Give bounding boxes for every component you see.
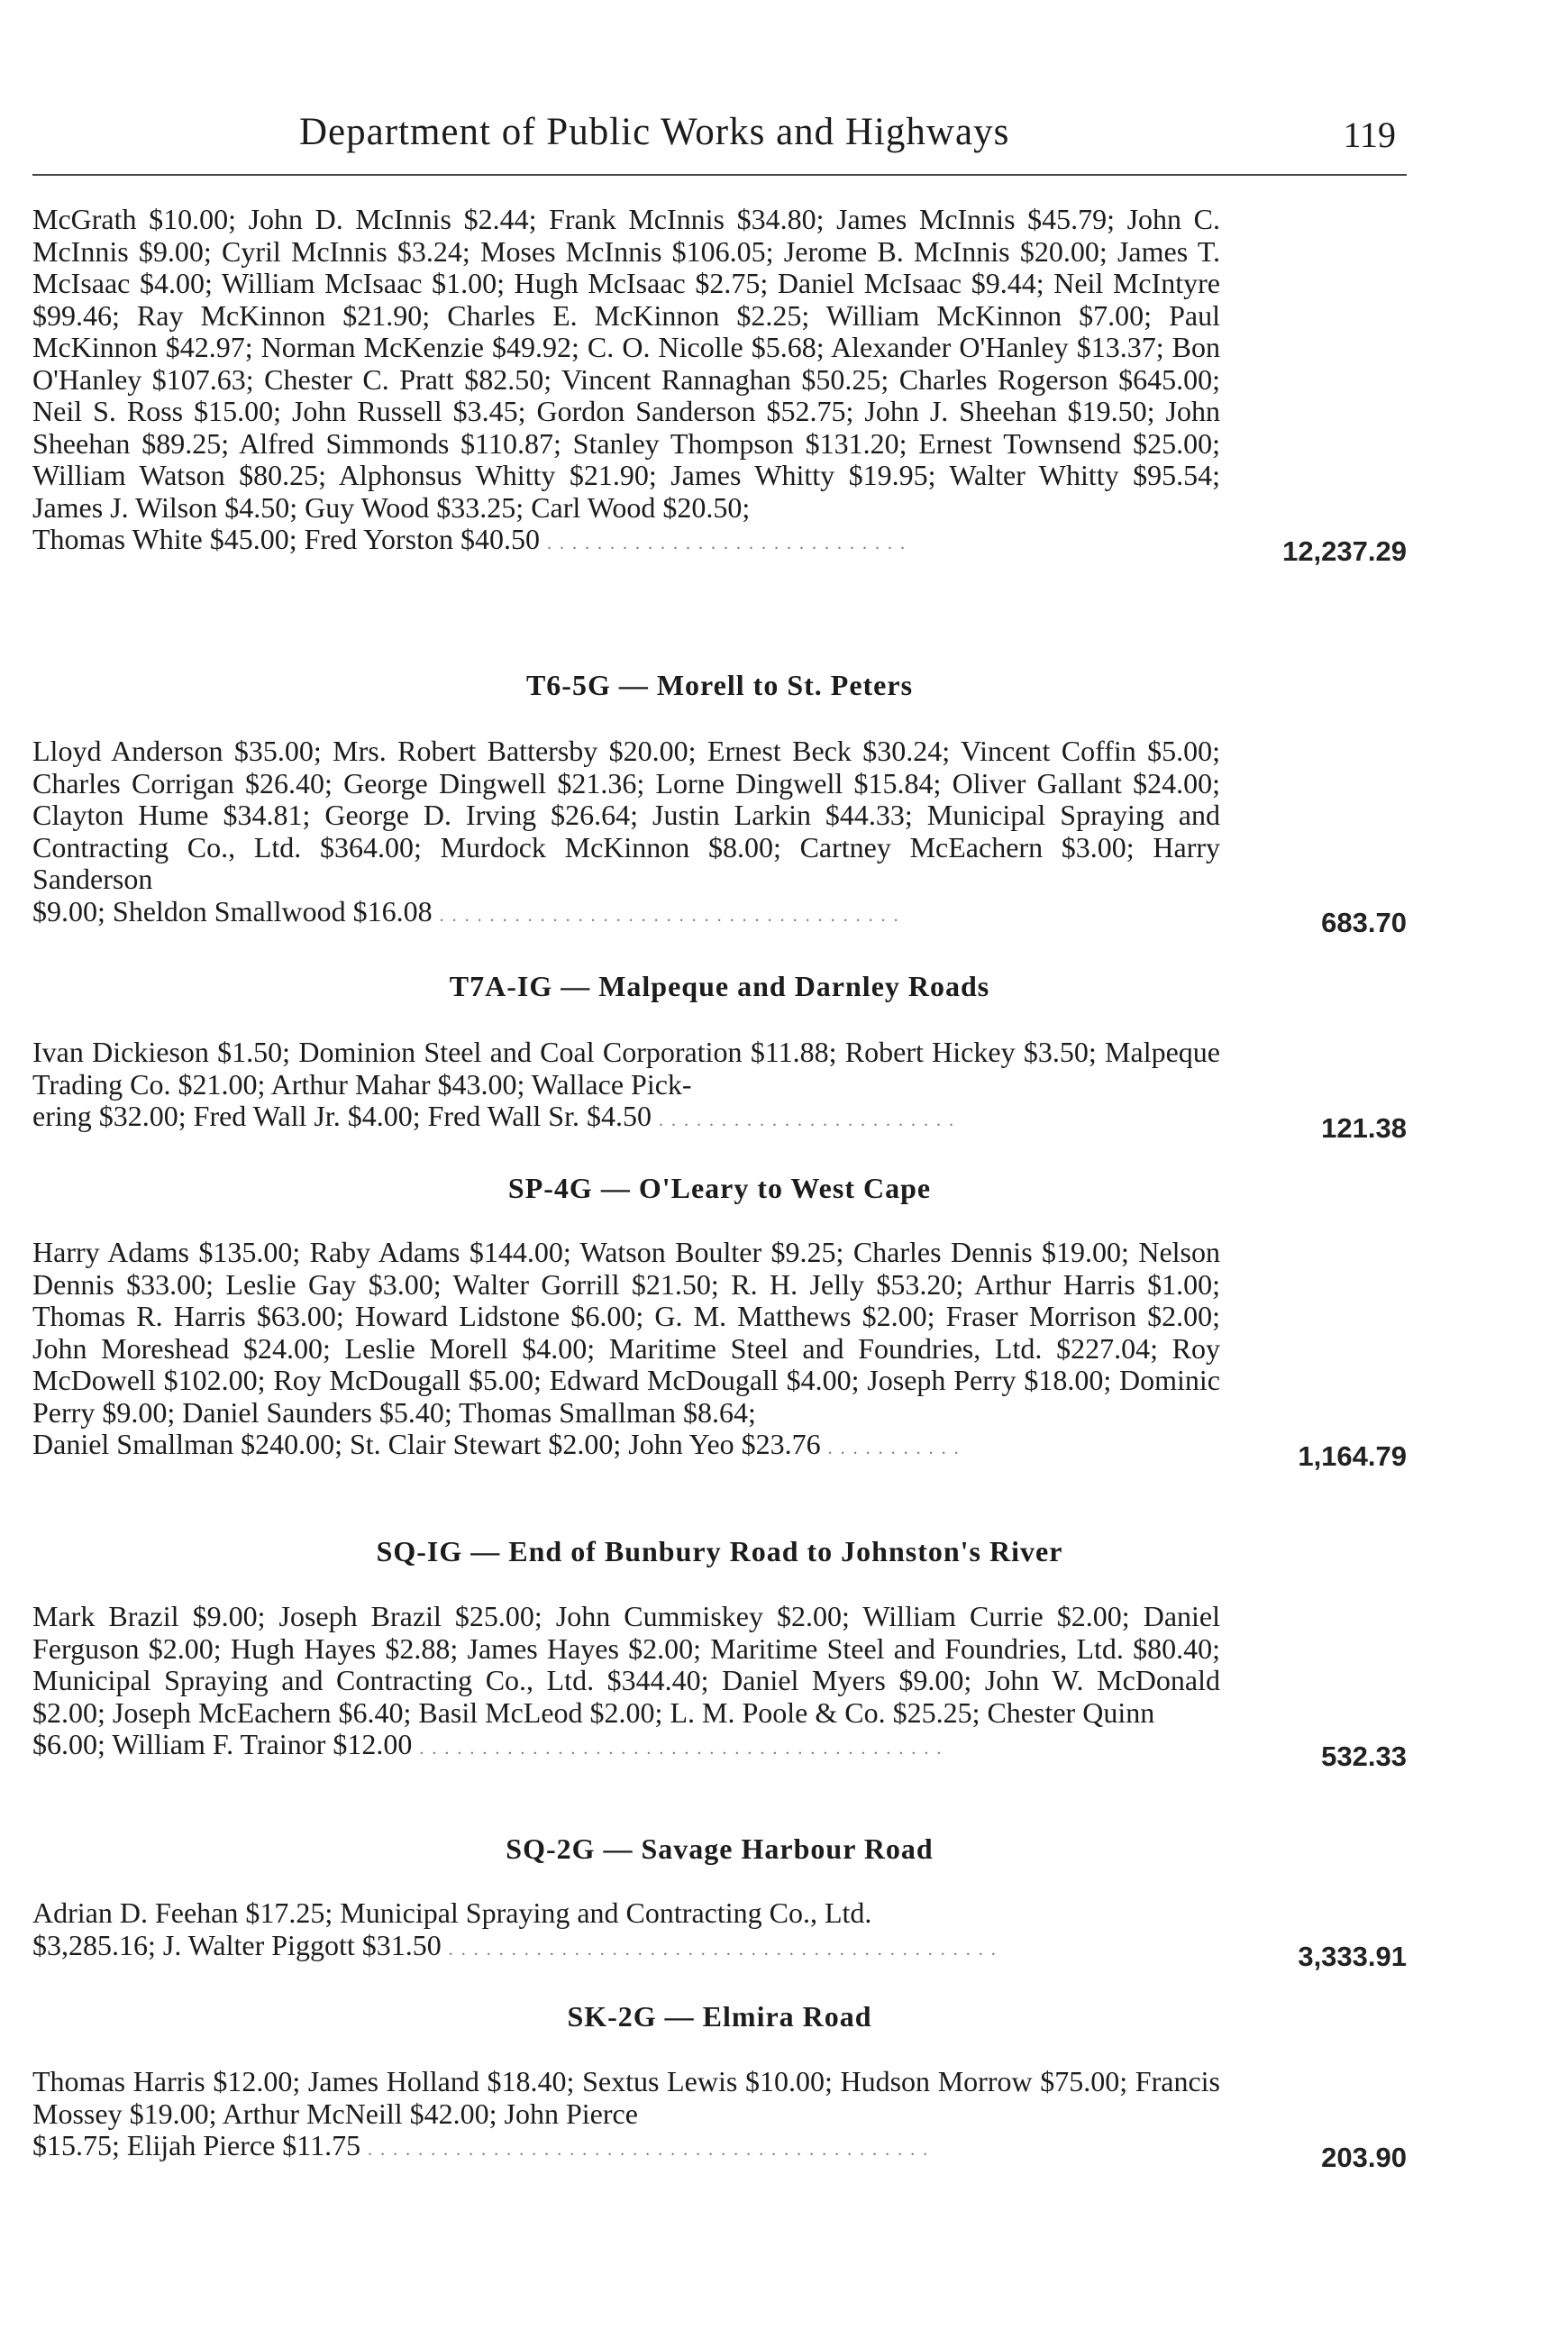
- dot-leaders: . . . . . . . . . . .: [827, 1439, 961, 1458]
- dot-leaders: . . . . . . . . . . . . . . . . . . . . . . . . . . . . . . . . . . . . . . . . . . . .: [448, 1939, 998, 1960]
- payee-paragraph: [32, 1237, 1220, 1466]
- dot-leaders: . . . . . . . . . . . . . . . . . . . . . . . .: [658, 1110, 955, 1130]
- payee-last-line: $9.00; Sheldon Smallwood $16.08: [32, 894, 433, 927]
- payee-last-line: $6.00; William F. Trainor $12.00: [32, 1728, 413, 1760]
- dot-leaders: . . . . . . . . . . . . . . . . . . . . . . . . . . . . . . . . . . . . .: [439, 905, 900, 926]
- section-sq-ig: [32, 1600, 1407, 1772]
- dot-leaders: . . . . . . . . . . . . . . . . . . . . . . . . . . . . . . . . . . . . . . . . . . . . .: [368, 2140, 930, 2160]
- expense-entry: [32, 1036, 1407, 1144]
- payee-paragraph: [32, 204, 1220, 561]
- payee-last-line: $3,285.16; J. Walter Piggott $31.50: [32, 1928, 442, 1961]
- payee-paragraph: [32, 1037, 1220, 1138]
- payee-paragraph: [32, 1601, 1220, 1766]
- expense-entry: [32, 735, 1407, 938]
- payee-last-line: ering $32.00; Fred Wall Jr. $4.00; Fred Wall Sr. $4.50: [32, 1100, 652, 1132]
- section-total: 1,164.79: [1298, 1439, 1407, 1472]
- section-heading: SQ-IG — End of Bunbury Road to Johnston's River: [376, 1535, 1063, 1567]
- section-t7a-ig: [32, 1036, 1407, 1144]
- section-total: 12,237.29: [1282, 535, 1407, 567]
- section-continuation: [32, 203, 1407, 567]
- payee-paragraph: [32, 736, 1220, 932]
- running-title: Department of Public Works and Highways: [299, 111, 1010, 153]
- payee-text: Adrian D. Feehan $17.25; Municipal Spraying and Contracting Co., Ltd.: [32, 1896, 872, 1929]
- section-t6-5g: [32, 735, 1407, 938]
- payee-last-line: Thomas White $45.00; Fred Yorston $40.50: [32, 523, 540, 555]
- payee-text: Mark Brazil $9.00; Joseph Brazil $25.00; John Cummiskey $2.00; William Currie $2.00; Daniel Ferguson $2.00; Hugh Hayes $2.88; James Hayes $2.00; Maritime Steel and Foundries, Ltd. $80.40; Municipal Spraying and Contracting Co., Ltd. $344.40; Daniel Myers $9.00; John W. McDonald $2.00; Joseph McEachern $6.40; Basil McLeod $2.00; L. M. Poole & Co. $25.25; Chester Quinn: [32, 1600, 1220, 1729]
- payee-text: McGrath $10.00; John D. McInnis $2.44; Frank McInnis $34.80; James McInnis $45.79; John C. McInnis $9.00; Cyril McInnis $3.24; Moses McInnis $106.05; Jerome B. McInnis $20.00; James T. McIsaac $4.00; William McIsaac $1.00; Hugh McIsaac $2.75; Daniel McIsaac $9.44; Neil McIntyre $99.46; Ray McKinnon $21.90; Charles E. McKinnon $2.25; William McKinnon $7.00; Paul McKinnon $42.97; Norman McKenzie $49.92; C. O. Nicolle $5.68; Alexander O'Hanley $13.37; Bon O'Hanley $107.63; Chester C. Pratt $82.50; Vincent Rannaghan $50.25; Charles Rogerson $645.00; Neil S. Ross $15.00; John Russell $3.45; Gordon Sanderson $52.75; John J. Sheehan $19.50; John Sheehan $89.25; Alfred Simmonds $110.87; Stanley Thompson $131.20; Ernest Townsend $25.00; William Watson $80.25; Alphonsus Whitty $21.90; James Whitty $19.95; Walter Whitty $95.54; James J. Wilson $4.50; Guy Wood $33.25; Carl Wood $20.50;: [32, 203, 1220, 524]
- payee-paragraph: [32, 2066, 1220, 2167]
- section-total: 532.33: [1321, 1740, 1407, 1772]
- section-heading: SQ-2G — Savage Harbour Road: [506, 1832, 934, 1865]
- section-sk-2g: [32, 2065, 1407, 2173]
- expense-entry: [32, 2065, 1407, 2173]
- expense-entry: [32, 203, 1407, 567]
- header-rule: [32, 174, 1407, 176]
- expense-entry: [32, 1896, 1407, 1972]
- dot-leaders: . . . . . . . . . . . . . . . . . . . . . . . . . . . . . . . . . . . . . . . . . .: [419, 1739, 944, 1759]
- payee-last-line: Daniel Smallman $240.00; St. Clair Stewart $2.00; John Yeo $23.76: [32, 1428, 821, 1460]
- section-total: 121.38: [1321, 1111, 1407, 1144]
- payee-text: Harry Adams $135.00; Raby Adams $144.00; Watson Boulter $9.25; Charles Dennis $19.00; Nelson Dennis $33.00; Leslie Gay $3.00; Walter Gorrill $21.50; R. H. Jelly $53.20; Arthur Harris $1.00; Thomas R. Harris $63.00; Howard Lidstone $6.00; G. M. Matthews $2.00; Fraser Morrison $2.00; John Moreshead $24.00; Leslie Morell $4.00; Maritime Steel and Foundries, Ltd. $227.04; Roy McDowell $102.00; Roy McDougall $5.00; Edward McDougall $4.00; Joseph Perry $18.00; Dominic Perry $9.00; Daniel Saunders $5.40; Thomas Smallman $8.64;: [32, 1236, 1220, 1429]
- page-number: 119: [1343, 114, 1396, 155]
- section-heading: SP-4G — O'Leary to West Cape: [507, 1172, 932, 1204]
- section-heading: T6-5G — Morell to St. Peters: [525, 669, 914, 701]
- section-total: 203.90: [1321, 2141, 1407, 2173]
- payee-text: Ivan Dickieson $1.50; Dominion Steel and Coal Corporation $11.88; Robert Hickey $3.50; Malpeque Trading Co. $21.00; Arthur Mahar $43.00; Wallace Pick-: [32, 1036, 1220, 1101]
- page-header: [32, 110, 1407, 173]
- section-sq-2g: [32, 1896, 1407, 1972]
- expense-entry: [32, 1236, 1407, 1472]
- payee-text: Thomas Harris $12.00; James Holland $18.40; Sextus Lewis $10.00; Hudson Morrow $75.00; Francis Mossey $19.00; Arthur McNeill $42.00; John Pierce: [32, 2065, 1220, 2130]
- section-heading: SK-2G — Elmira Road: [567, 2000, 872, 2033]
- section-total: 683.70: [1321, 907, 1407, 938]
- payee-paragraph: [32, 1897, 1220, 1966]
- section-heading: T7A-IG — Malpeque and Darnley Roads: [449, 970, 990, 1002]
- payee-text: Lloyd Anderson $35.00; Mrs. Robert Battersby $20.00; Ernest Beck $30.24; Vincent Coffin $5.00; Charles Corrigan $26.40; George Dingwell $21.36; Lorne Dingwell $15.84; Oliver Gallant $24.00; Clayton Hume $34.81; George D. Irving $26.64; Justin Larkin $44.33; Municipal Spraying and Contracting Co., Ltd. $364.00; Murdock McKinnon $8.00; Cartney McEachern $3.00; Harry Sanderson: [32, 735, 1220, 895]
- payee-last-line: $15.75; Elijah Pierce $11.75: [32, 2129, 361, 2161]
- section-total: 3,333.91: [1298, 1941, 1407, 1972]
- expense-entry: [32, 1600, 1407, 1772]
- dot-leaders: . . . . . . . . . . . . . . . . . . . . . . . . . . . . .: [546, 534, 907, 553]
- section-sp-4g: [32, 1236, 1407, 1472]
